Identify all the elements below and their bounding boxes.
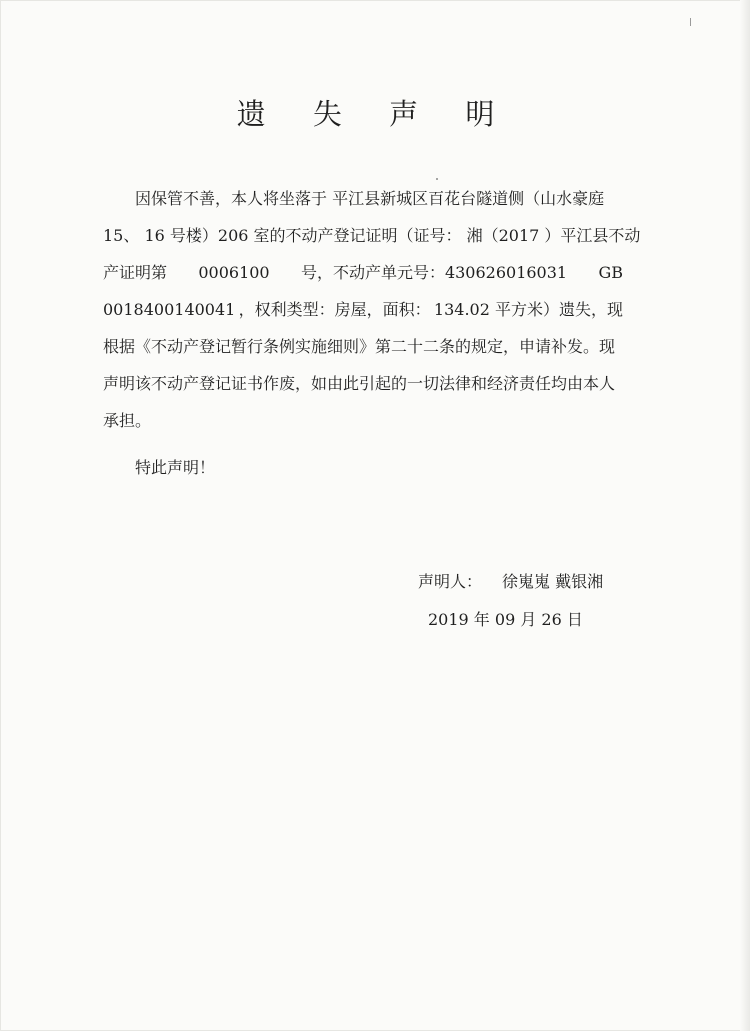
body-line-1: 因保管不善，本人将坐落于 平江县新城区百花台隧道侧（山水豪庭 [135, 189, 605, 208]
signature-names: 徐嵬嵬 戴银湘 [502, 572, 604, 591]
body-line-4-part-2: ，权利类型：房屋，面积： [238, 300, 431, 319]
body-line-4-part-1: 0018400140041 [103, 300, 236, 319]
signature-label: 声明人： [418, 572, 483, 591]
paper-edge [740, 0, 750, 1031]
statement-body [103, 180, 641, 439]
body-line-3-part-4: GB [598, 263, 623, 282]
body-line-2: 15、 16 号楼）206 室的不动产登记证明（证号： 湘（2017 ）平江县不动 [103, 226, 641, 245]
statement-date: 2019 年 09 月 26 日 [428, 610, 583, 629]
body-line-3-part-3: 号，不动产单元号：430626016031 [300, 263, 568, 282]
body-line-6: 声明该不动产登记证书作废，如由此引起的一切法律和经济责任均由本人 [103, 374, 616, 393]
body-line-5: 根据《不动产登记暂行条例实施细则》第二十二条的规定，申请补发。现 [103, 337, 616, 356]
signature-block [418, 563, 603, 600]
body-line-4-part-3: 134.02 平方米）遗失，现 [433, 300, 623, 319]
scan-mark [690, 18, 691, 26]
body-line-7: 承担。 [103, 411, 152, 430]
document-title: 遗 失 声 明 [236, 97, 514, 131]
body-line-3-part-2: 0006100 [198, 263, 270, 282]
body-line-4 [103, 291, 623, 328]
closing-statement: 特此声明！ [135, 458, 216, 477]
body-line-3 [103, 254, 623, 291]
body-line-3-part-1: 产证明第 [103, 263, 168, 282]
